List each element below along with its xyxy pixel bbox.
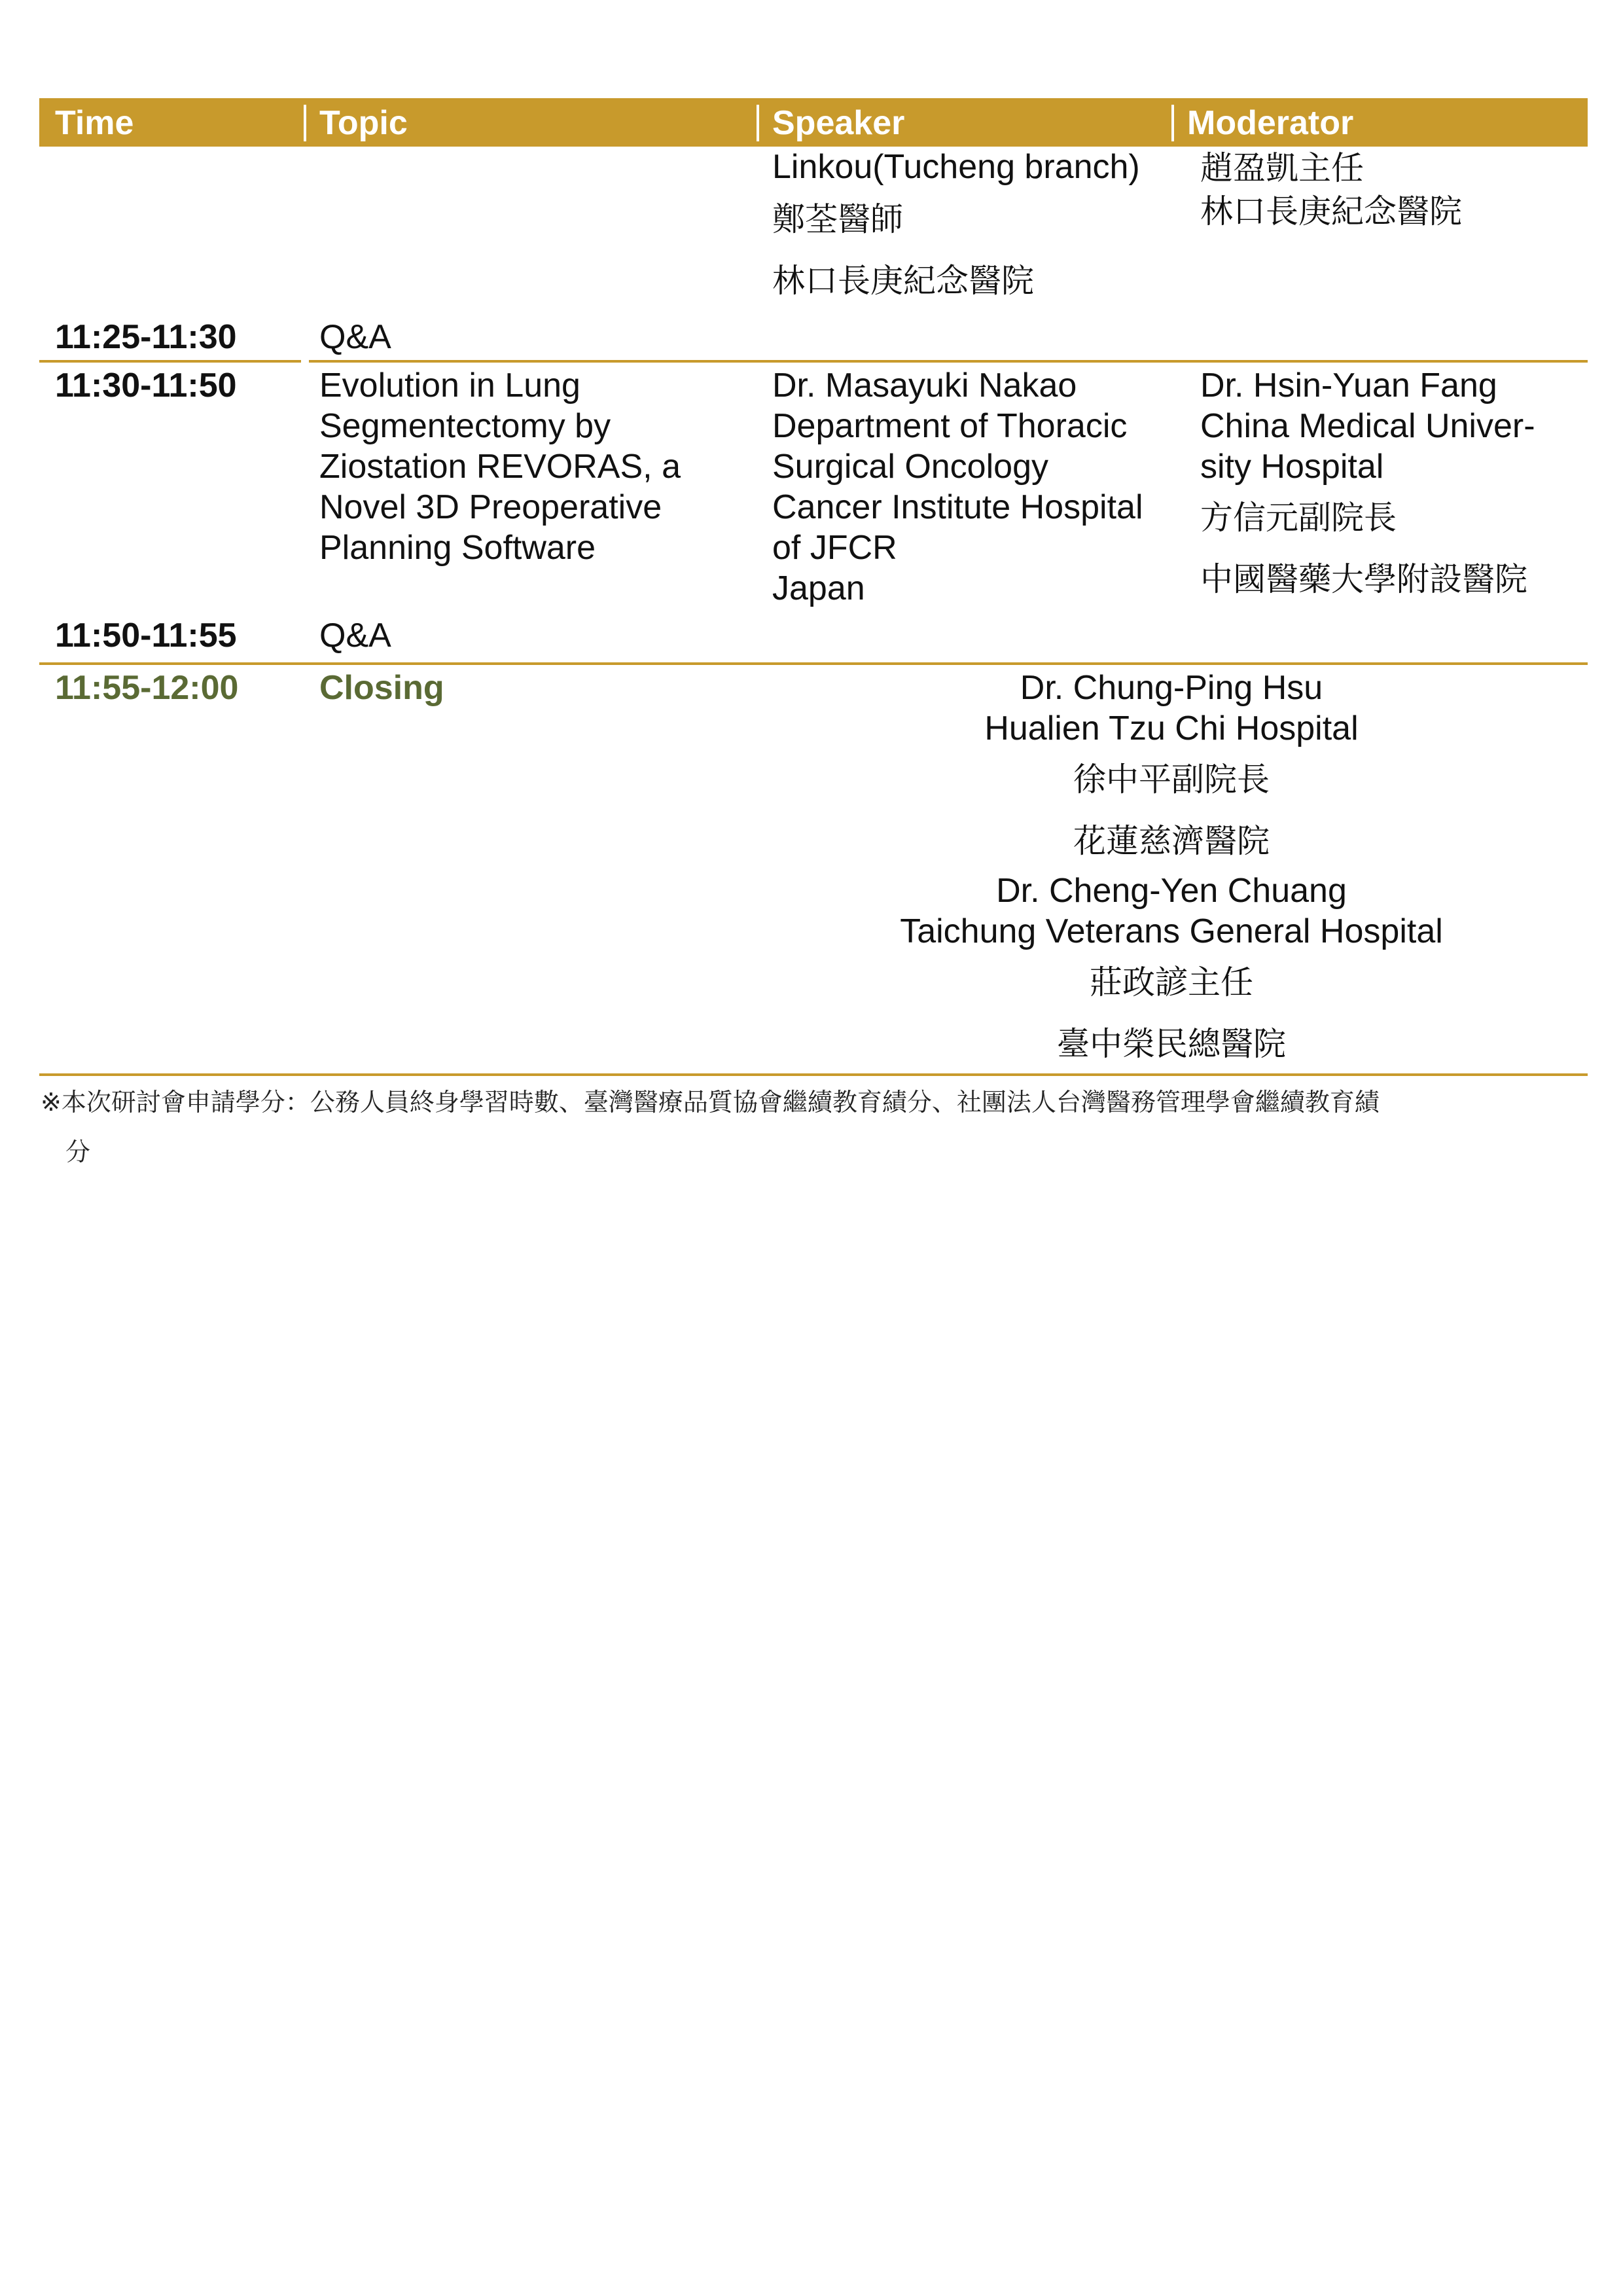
chair-cn-institution: 花蓮慈濟醫院 (1073, 822, 1270, 860)
moderator-cn-institution: 中國醫藥大學附設醫院 (1200, 560, 1527, 598)
chair-institution: Hualien Tzu Chi Hospital (984, 709, 1359, 747)
topic-line: Planning Software (319, 529, 596, 567)
speaker-line: of JFCR (772, 529, 897, 567)
row-divider (309, 360, 1588, 363)
footnote-line: 分 (65, 1138, 91, 1166)
topic-line: Segmentectomy by (319, 407, 611, 445)
topic-line: Ziostation REVORAS, a (319, 448, 681, 486)
speaker-line: Japan (772, 569, 865, 607)
row-divider (39, 662, 1588, 665)
speaker-line: Surgical Oncology (772, 448, 1048, 486)
chair-cn-institution: 臺中榮民總醫院 (1057, 1025, 1286, 1063)
header-moderator: Moderator (1187, 104, 1354, 142)
topic-line: Evolution in Lung (319, 367, 580, 404)
topic-line: Novel 3D Preoperative (319, 488, 662, 526)
qa1-time: 11:25-11:30 (55, 318, 237, 356)
header-speaker: Speaker (772, 104, 905, 142)
chair-cn-name: 莊政諺主任 (1090, 963, 1253, 1001)
moderator-cn-name: 趙盈凱主任 (1200, 149, 1364, 187)
row-divider (39, 360, 301, 363)
speaker-cn-name: 鄭荃醫師 (772, 200, 903, 238)
speaker-cn-institution: 林口長庚紀念醫院 (772, 262, 1034, 300)
qa2-topic: Q&A (319, 617, 391, 655)
header-divider (1171, 105, 1174, 141)
moderator-line: China Medical Univer- (1200, 407, 1535, 445)
qa1-topic: Q&A (319, 318, 391, 356)
moderator-line: Dr. Hsin-Yuan Fang (1200, 367, 1497, 404)
speaker-line: Cancer Institute Hospital (772, 488, 1143, 526)
speaker-line: Dr. Masayuki Nakao (772, 367, 1077, 404)
speaker-line: Department of Thoracic (772, 407, 1128, 445)
closing-topic: Closing (319, 669, 444, 707)
speaker-affiliation: Linkou(Tucheng branch) (772, 148, 1140, 186)
moderator-cn-name: 方信元副院長 (1200, 499, 1397, 537)
header-divider (757, 105, 759, 141)
table-header (39, 98, 1588, 147)
chair-name: Dr. Chung-Ping Hsu (1020, 669, 1323, 707)
moderator-line: sity Hospital (1200, 448, 1384, 486)
session-time: 11:30-11:50 (55, 367, 237, 404)
header-divider (304, 105, 306, 141)
table-bottom-rule (39, 1073, 1588, 1076)
header-time: Time (55, 104, 134, 142)
closing-time: 11:55-12:00 (55, 669, 239, 707)
moderator-cn-institution: 林口長庚紀念醫院 (1200, 192, 1462, 230)
chair-institution: Taichung Veterans General Hospital (900, 912, 1443, 950)
chair-cn-name: 徐中平副院長 (1073, 761, 1270, 798)
chair-name: Dr. Cheng-Yen Chuang (996, 872, 1347, 910)
footnote-line: ※本次研討會申請學分：公務人員終身學習時數、臺灣醫療品質協會繼續教育績分、社團法人台灣醫務管理學會繼續教育績 (41, 1088, 1380, 1117)
qa2-time: 11:50-11:55 (55, 617, 237, 655)
header-topic: Topic (319, 104, 408, 142)
